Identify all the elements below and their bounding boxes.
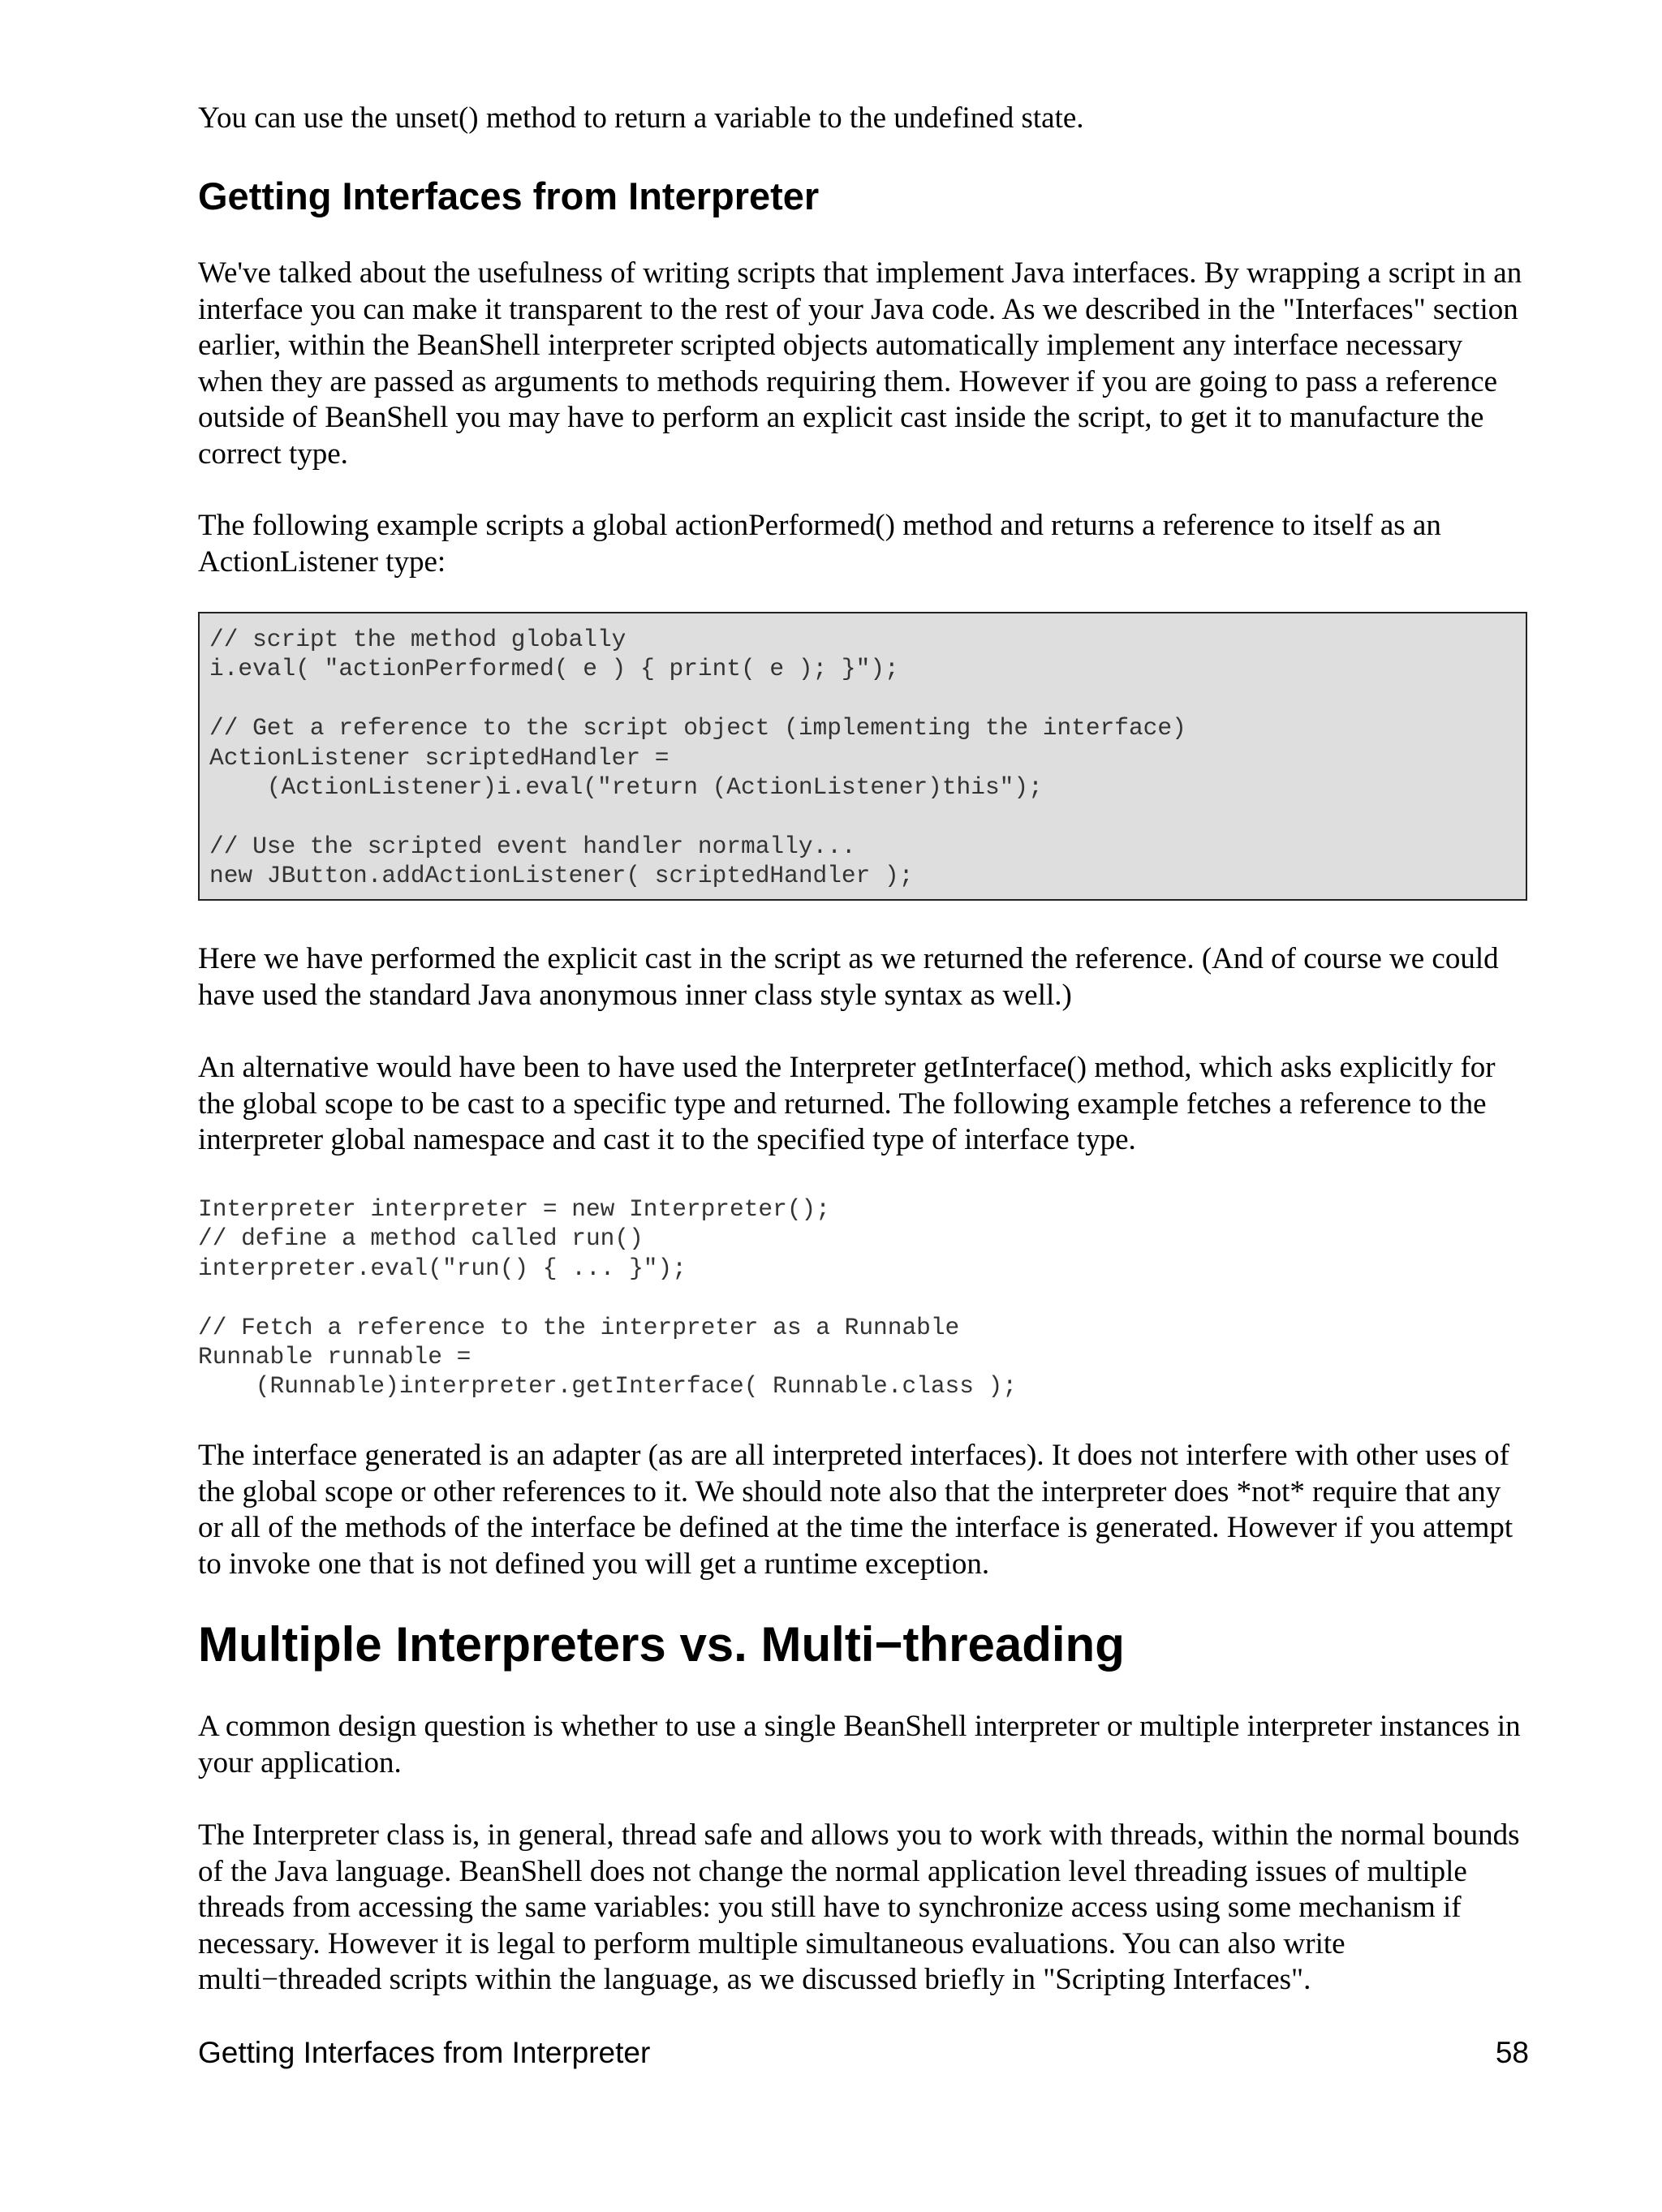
code-block-runnable: Interpreter interpreter = new Interpreter(); // define a method called run() interpreter.eval("run() { ... }"); // Fetch a reference to the interpreter as a Runnable Runnable runnable = (Runnable)interpreter.getInterface( Runnable.class ); xyxy=(198,1195,1018,1401)
section-heading: Getting Interfaces from Interpreter xyxy=(198,174,820,217)
paragraph-thread-safety: The Interpreter class is, in general, thread safe and allows you to work with threads, within the normal bounds of the Java language. BeanShell does not change the normal application level threading issues of multiple threads from accessing the same variables: you still have to synchronize access using some mechanism if necessary. However it is legal to perform multiple simultaneous evaluations. You can also write multi−threaded scripts within the language, as we discussed briefly in "Scripting Interfaces". xyxy=(198,1818,1520,1996)
page-number: 58 xyxy=(1495,2036,1529,2069)
chapter-heading: Multiple Interpreters vs. Multi−threading xyxy=(198,1617,1125,1672)
paragraph-design-question: A common design question is whether to use a single BeanShell interpreter or multiple interpreter instances in your application. xyxy=(198,1710,1521,1779)
footer-title: Getting Interfaces from Interpreter xyxy=(198,2036,651,2069)
code-listing: // script the method globally i.eval( "actionPerformed( e ) { print( e ); }"); // Get a reference to the script object (implementing the interface) ActionListener scriptedHandler = (ActionListener)i.eval("return (ActionListener)this"); // Use the scripted event handler normally... new JButton.addActionListener( scriptedHandler ); xyxy=(209,626,1186,890)
paragraph-interfaces-usefulness: We've talked about the usefulness of writing scripts that implement Java interfaces. By wrapping a script in an interface you can make it transparent to the rest of your Java code. As we described in the "Interfaces" section earlier, within the BeanShell interpreter scripted objects automatically implement any interface necessary when they are passed as arguments to methods requiring them. However if you are going to pass a reference outside of BeanShell you may have to perform an explicit cast inside the script, to get it to manufacture the correct type. xyxy=(198,256,1522,471)
paragraph-adapter: The interface generated is an adapter (as are all interpreted interfaces). It does not interfere with other uses of the global scope or other references to it. We should note also that the interpreter does *not* require that any or all of the methods of the interface be defined at the time the interface is generated. However if you attempt to invoke one that is not defined you will get a runtime exception. xyxy=(198,1439,1513,1581)
paragraph-getinterface: An alternative would have been to have used the Interpreter getInterface() method, which asks explicitly for the global scope to be cast to a specific type and returned. The following example fetches a reference to the interpreter global namespace and cast it to the specified type of interface type. xyxy=(198,1051,1496,1156)
code-block-action-listener xyxy=(198,612,1527,901)
paragraph-explicit-cast: Here we have performed the explicit cast in the script as we returned the reference. (And of course we could have used the standard Java anonymous inner class style syntax as well.) xyxy=(198,942,1499,1012)
page-footer xyxy=(198,2035,1529,2071)
paragraph-example-intro: The following example scripts a global actionPerformed() method and returns a reference to itself as an ActionListener type: xyxy=(198,509,1441,579)
intro-paragraph: You can use the unset() method to return a variable to the undefined state. xyxy=(198,101,1084,135)
document-page xyxy=(198,0,1529,2212)
